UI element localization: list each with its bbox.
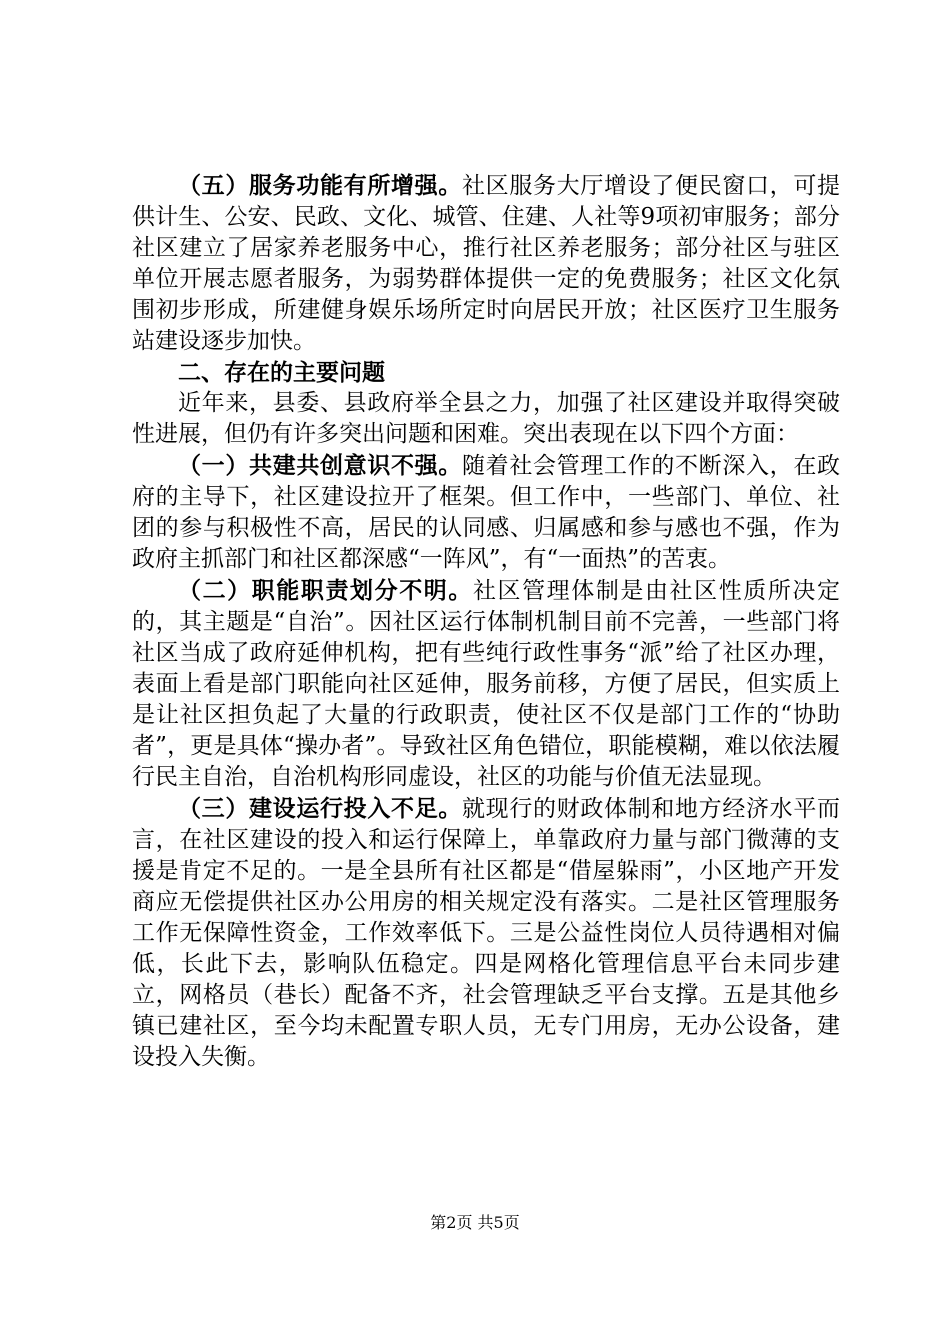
- paragraph-intro: [132, 388, 840, 450]
- paragraph-text: 近年来，县委、县政府举全县之力，加强了社区建设并取得突破性进展，但仍有许多突出问题和困难。突出表现在以下四个方面：: [132, 390, 840, 447]
- paragraph-text: 随着社会管理工作的不断深入，在政府的主导下，社区建设拉开了框架。但工作中，一些部门、单位、社团的参与积极性不高，居民的认同感、归属感和参与感也不强，作为政府主抓部门和社区都深感“一阵风”，有“一面热”的苦衷。: [132, 453, 841, 572]
- paragraph-responsibilities: [132, 575, 840, 793]
- paragraph-lead: （一）共建共创意识不强。: [178, 452, 462, 479]
- paragraph-lead: （二）职能职责划分不明。: [178, 577, 473, 604]
- paragraph-lead: （三）建设运行投入不足。: [178, 795, 462, 822]
- section-heading: 二、存在的主要问题: [178, 359, 385, 386]
- paragraph-text: 就现行的财政体制和地方经济水平而言，在社区建设的投入和运行保障上，单靠政府力量与部门微薄的支援是肯定不足的。一是全县所有社区都是“借屋躲雨”，小区地产开发商应无偿提供社区办公用房的相关规定没有落实。二是社区管理服务工作无保障性资金，工作效率低下。三是公益性岗位人员待遇相对偏低，长此下去，影响队伍稳定。四是网格化管理信息平台未同步建立，网格员（巷长）配备不齐，社会管理缺乏平台支撑。五是其他乡镇已建社区，至今均未配置专职人员，无专门用房，无办公设备，建设投入失衡。: [132, 796, 841, 1070]
- document-body: [132, 170, 840, 1073]
- paragraph-awareness: [132, 450, 840, 575]
- paragraph-text: 社区服务大厅增设了便民窗口，可提供计生、公安、民政、文化、城管、住建、人社等9项初审服务；部分社区建立了居家养老服务中心，推行社区养老服务；部分社区与驻区单位开展志愿者服务，为弱势群体提供一定的免费服务；社区文化氛围初步形成，所建健身娱乐场所定时向居民开放；社区医疗卫生服务站建设逐步加快。: [132, 173, 841, 354]
- paragraph-text: 社区管理体制是由社区性质所决定的，其主题是“自治”。因社区运行体制机制目前不完善，一些部门将社区当成了政府延伸机构，把有些纯行政性事务“派”给了社区办理，表面上看是部门职能向社区延伸，服务前移，方便了居民，但实质上是让社区担负起了大量的行政职责，使社区不仅是部门工作的“协助者”，更是具体“操办者”。导致社区角色错位，职能模糊，难以依法履行民主自治，自治机构形同虚设，社区的功能与价值无法显现。: [132, 578, 841, 790]
- page-number: 第2页 共5页: [430, 1213, 520, 1232]
- page-footer: [0, 1213, 950, 1233]
- paragraph-lead: （五）服务功能有所增强。: [178, 172, 462, 199]
- paragraph-service-function: [132, 170, 840, 357]
- paragraph-investment: [132, 793, 840, 1073]
